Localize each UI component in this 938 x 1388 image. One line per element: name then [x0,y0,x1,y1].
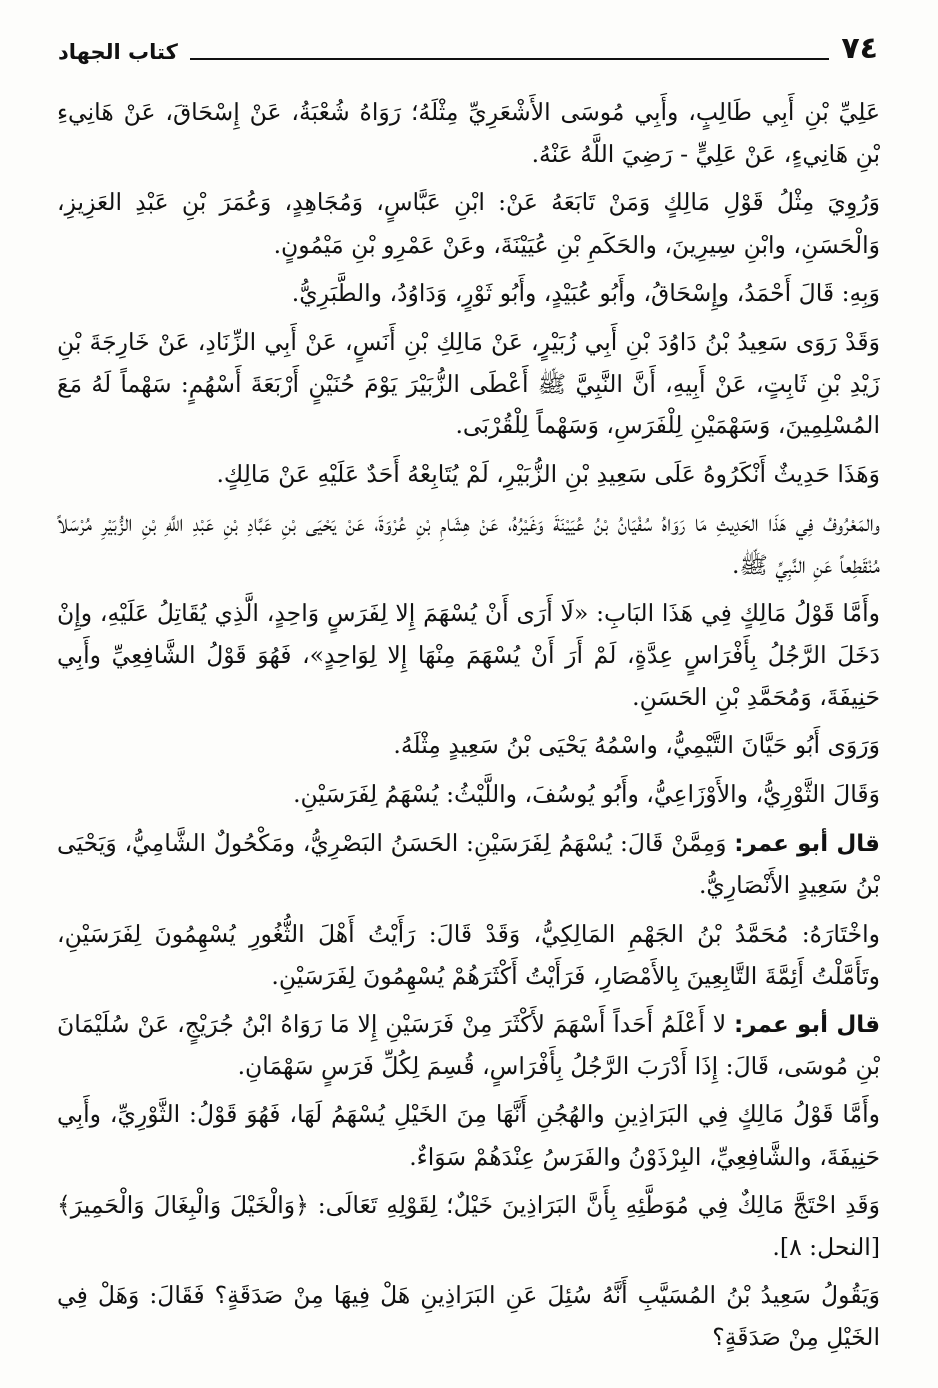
paragraph [57,593,880,718]
page-number: ٧٤ [841,31,878,66]
paragraph [57,92,880,175]
paragraph-text: وَبِهِ: قَالَ أَحْمَدُ، وإِسْحَاقُ، وأَبُو عُبَيْدٍ، وأَبُو ثَوْرٍ، وَدَاوُدُ، والطَّبَرِيُّ. [291,278,880,307]
paragraph-text: وَهَذَا حَدِيثٌ أَنْكَرُوهُ عَلَى سَعِيدِ بْنِ الزُّبَيْرِ، لَمْ يُتَابِعْهُ أَحَدٌ عَلَيْهِ عَنْ مَالِكٍ. [216,459,880,488]
paragraph [57,774,880,816]
paragraph-text: وَقَدِ احْتَجَّ مَالِكٌ فِي مُوَطَّئِهِ بِأَنَّ البَرَاذِينَ خَيْلٌ؛ لِقَوْلِهِ تَعَالَى: ﴿وَالْخَيْلَ وَالْبِغَالَ وَالْحَمِيرَ﴾ [النحل: ٨]. [57,1190,880,1262]
paragraph-text: وَقَالَ الثَّوْرِيُّ، والأَوْزَاعِيُّ، وأَبُو يُوسُفَ، واللَّيْثُ: يُسْهَمُ لِفَرَسَيْنِ. [293,780,880,809]
paragraph [57,322,880,447]
paragraph-text: واخْتَارَهُ: مُحَمَّدُ بْنُ الجَهْمِ المَالِكِيُّ، وَقَدْ قَالَ: رَأَيْتُ أَهْلَ الثُّغُورِ يُسْهِمُونَ لِفَرَسَيْنِ، وتَأَمَّلْتُ أَئِمَّةَ التَّابِعِينَ بِالأَمْصَارِ، فَرَأَيْتُ أَكْثَرَهُمْ يُسْهِمُونَ لِفَرَسَيْنِ. [57,919,880,990]
paragraph-text: لا أَعْلَمُ أَحَداً أَسْهَمَ لأَكْثَرَ مِنْ فَرَسَيْنِ إِلا مَا رَوَاهُ ابْنُ جُرَيْجٍ، عَنْ سُلَيْمَانَ بْنِ مُوسَى، قَالَ: إِذَا أَدْرَبَ الرَّجُلُ بِأَفْرَاسٍ، قُسِمَ لِكُلِّ فَرَسٍ سَهْمَانِ. [57,1010,880,1081]
paragraph [57,1275,880,1358]
paragraph [57,1094,880,1177]
paragraph-text: والمَعْرُوفُ فِي هَذَا الحَدِيثِ مَا رَوَاهُ سُفْيَانُ بْنُ عُيَيْنَةَ وَغَيْرُهُ، عَنْ هِشَامِ بْنِ عُرْوَةَ، عَنْ يَحْيَى بْنِ عَبَّادِ بْنِ عَبْدِ اللَّهِ بْنِ الزُّبَيْرِ مُرْسَلاً مُنْقَطِعاً عَنِ النَّبِيِّ ﷺ. [57,508,880,580]
paragraph-text: وأَمَّا قَوْلُ مَالِكٍ فِي هَذَا البَابِ: «لَا أَرَى أَنْ يُسْهَمَ إِلا لِفَرَسٍ وَاحِدٍ، الَّذِي يُقَاتِلُ عَلَيْهِ، وإِنْ دَخَلَ الرَّجُلُ بِأَفْرَاسٍ عِدَّةٍ، لَمْ أَرَ أَنْ يُسْهَمَ مِنْهَا إِلا لِوَاحِدٍ»، فَهُوَ قَوْلُ الشَّافِعِيِّ وأَبِي حَنِيفَةَ، وَمُحَمَّدِ بْنِ الحَسَنِ. [57,599,880,711]
header-rule [190,58,830,60]
page-body [57,92,880,1366]
paragraph [57,725,880,767]
paragraph-text: وَيَقُولُ سَعِيدُ بْنُ المُسَيَّبِ أَنَّهُ سُئِلَ عَنِ البَرَاذِينِ هَلْ فِيهَا مِنْ صَدَقَةٍ؟ فَقَالَ: وَهَلْ فِي الخَيْلِ مِنْ صَدَقَةٍ؟ [57,1281,880,1352]
paragraph-text: وَمِمَّنْ قَالَ: يُسْهَمُ لِفَرَسَيْنِ: الحَسَنُ البَصْرِيُّ، ومَكْحُولٌ الشَّامِيُّ، وَيَحْيَى بْنُ سَعِيدٍ الأَنْصَارِيُّ. [57,829,880,900]
paragraph [57,823,880,906]
paragraph [57,273,880,315]
running-header [58,28,878,64]
paragraph [57,182,880,265]
book-title: كتاب الجهاد [58,40,178,64]
paragraph [57,914,880,997]
paragraph [57,503,880,586]
paragraph-text: وأَمَّا قَوْلُ مَالِكٍ فِي البَرَاذِينِ والهُجُنِ أَنَّهَا مِنَ الخَيْلِ يُسْهَمُ لَهَا، فَهُوَ قَوْلُ: الثَّوْرِيِّ، وأَبِي حَنِيفَةَ، والشَّافِعِيِّ، البِرْذَوْنُ والفَرَسُ عِنْدَهُمْ سَوَاءٌ. [57,1100,880,1171]
paragraph-text: وَرُوِيَ مِثْلُ قَوْلِ مَالِكٍ وَمَنْ تَابَعَهُ عَنْ: ابْنِ عَبَّاسٍ، وَمُجَاهِدٍ، وَعُمَرَ بْنِ عَبْدِ العَزِيزِ، وَالْحَسَنِ، وابْنِ سِيرِينَ، والحَكَمِ بْنِ عُيَيْنَةَ، وعَنْ عَمْرِو بْنِ مَيْمُونٍ. [57,188,880,259]
paragraph-text: وَرَوَى أَبُو حَيَّانَ التَّيْمِيُّ، واسْمُهُ يَحْيَى بْنُ سَعِيدٍ مِثْلَهُ. [393,730,880,759]
paragraph [57,1185,880,1268]
paragraph [57,1004,880,1087]
paragraph-lead: قال أبو عمر: [734,831,880,858]
paragraph [57,454,880,496]
paragraph-text: عَلِيِّ بْنِ أَبِي طَالِبٍ، وأَبِي مُوسَى الأَشْعَرِيِّ مِثْلَهُ؛ رَوَاهُ شُعْبَةُ، عَنْ إِسْحَاقَ، عَنْ هَانِيءِ بْنِ هَانِيءٍ، عَنْ عَلِيٍّ - رَضِيَ اللَّهُ عَنْهُ. [57,98,880,169]
paragraph-lead: قال أبو عمر: [734,1012,881,1039]
paragraph-text: وَقَدْ رَوَى سَعِيدُ بْنُ دَاوُدَ بْنِ أَبِي زُبَيْرٍ، عَنْ مَالِكِ بْنِ أَنَسٍ، عَنْ أَبِي الزِّنَادِ، عَنْ خَارِجَةَ بْنِ زَيْدِ بْنِ ثَابِتٍ، عَنْ أَبِيهِ، أَنَّ النَّبِيَّ ﷺ أَعْطَى الزُّبَيْرَ يَوْمَ حُنَيْنٍ أَرْبَعَةَ أَسْهُمٍ: سَهْماً لَهُ مَعَ المُسْلِمِينَ، وَسَهْمَيْنِ لِلْفَرَسِ، وَسَهْماً لِلْقُرْبَى. [57,328,880,440]
